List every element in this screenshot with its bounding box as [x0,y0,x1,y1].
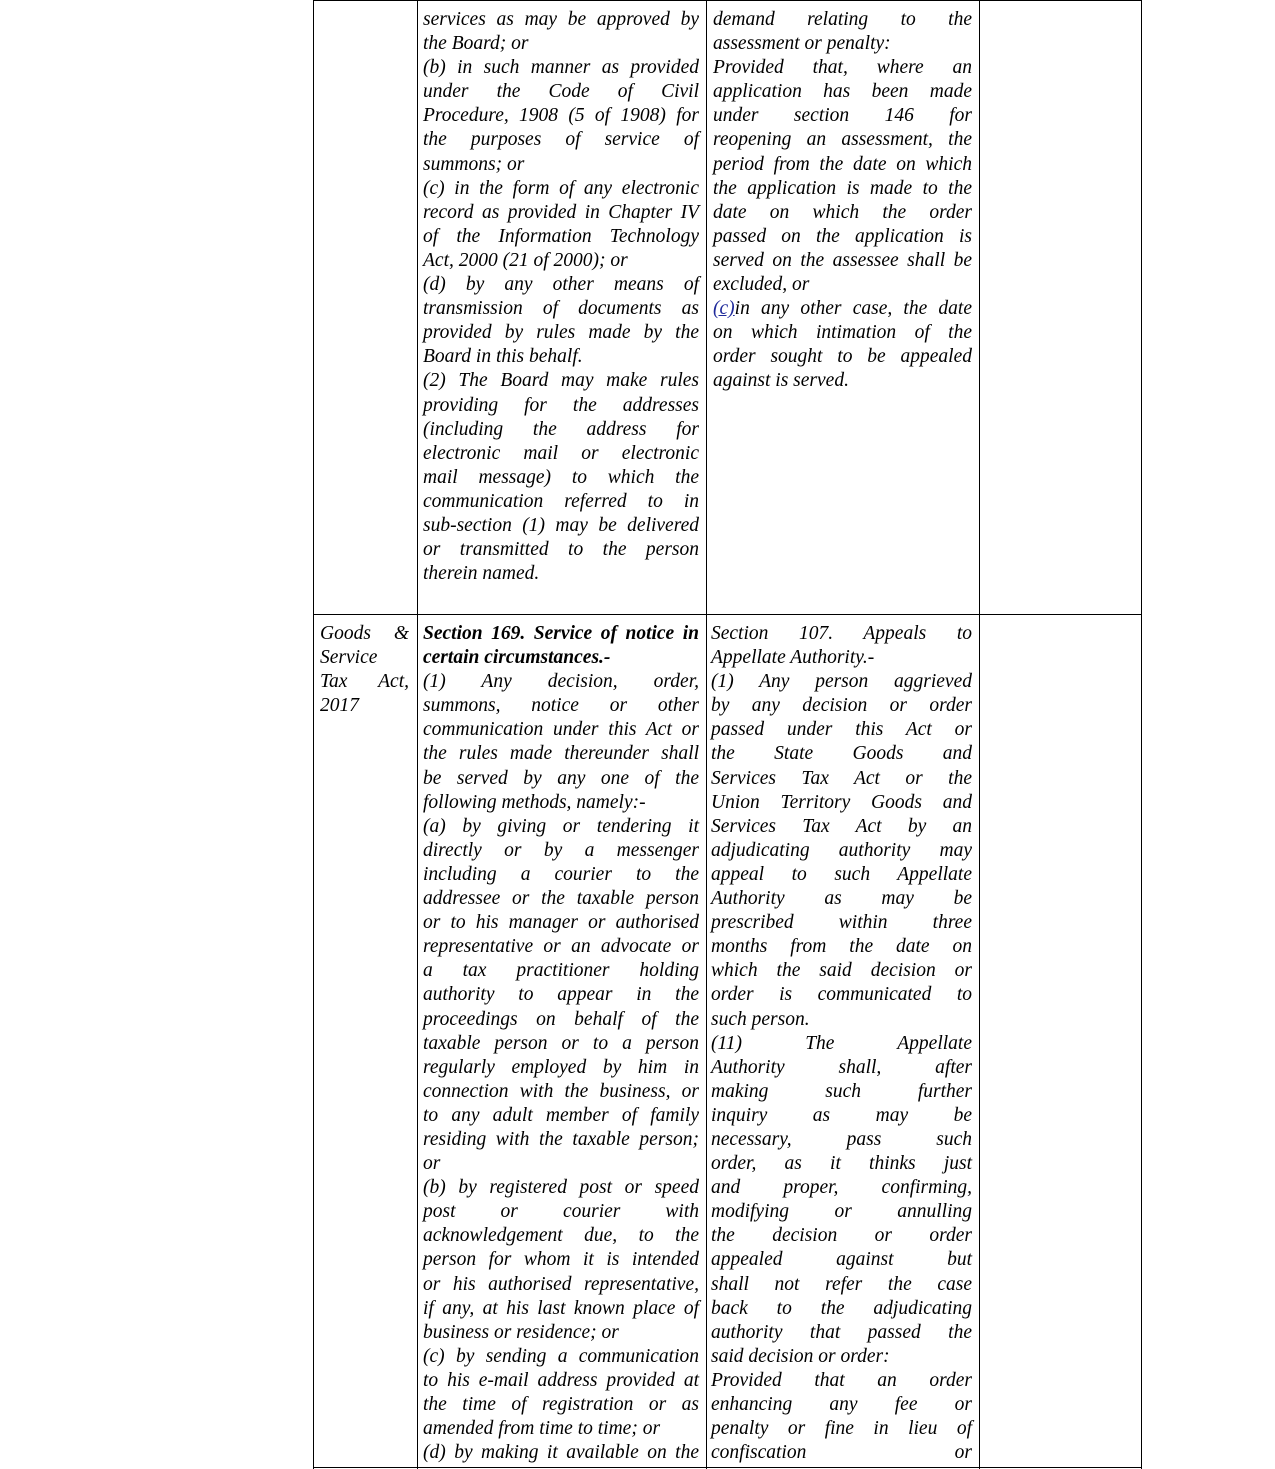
text-line: Appellate Authority.- [711,647,875,669]
text-line: months from the date on [711,936,972,958]
text-line: Act, 2000 (21 of 2000); or [423,249,628,271]
text-line: residing with the taxable person; [423,1128,699,1150]
text-line: which the said decision or [711,960,972,982]
text-line: record as provided in Chapter IV [423,201,699,223]
text-line: said decision or order: [711,1345,890,1367]
text-line: making such further [711,1080,972,1102]
row1-clause-c-line [713,297,972,321]
text-line: to any adult member of family [423,1104,699,1126]
text-line: on which intimation of the [713,322,972,344]
text-line: or transmitted to the person [423,539,699,561]
text-line: Authority as may be [711,888,972,910]
text-line: Goods & [320,623,409,644]
text-line: passed under this Act or [711,719,972,741]
text-line: Provided that, where an [713,57,972,79]
text-line: or his authorised representative, [423,1273,699,1295]
text-line: summons; or [423,153,525,175]
text-line: the rules made thereunder shall [423,743,699,765]
text-line: back to the adjudicating [711,1297,972,1319]
table-border-left [313,0,314,1469]
clause-c-link[interactable]: (c) [713,298,735,320]
text-line: period from the date on which [713,153,972,175]
text-line: of the Information Technology [423,225,699,247]
text-line: authority that passed the [711,1321,972,1343]
clause-c-line-text: in any other case, the date [734,298,972,320]
text-line: order sought to be appealed [713,346,972,368]
text-line: Services Tax Act or the [711,767,972,789]
text-line: the decision or order [711,1225,972,1247]
row1-provision-a-cell [423,8,699,586]
text-line: providing for the addresses [423,394,699,416]
text-line: certain circumstances.- [423,647,611,669]
text-line: shall not refer the case [711,1273,972,1295]
row2-provision-a-cell [423,622,699,1465]
text-line: Service [320,647,378,669]
text-line: the purposes of service of [423,129,699,151]
row1-provision-b-cell [713,8,972,394]
text-line: provided by rules made by the [423,322,699,344]
text-line: the State Goods and [711,743,972,765]
text-line: under the Code of Civil [423,81,699,103]
text-line: order, as it thinks just [711,1153,972,1175]
text-line: summons, notice or other [423,695,699,717]
text-line: (c) by sending a communication [423,1345,699,1367]
text-line: addressee or the taxable person [423,888,699,910]
column-divider-act [417,0,418,1469]
text-line: including a courier to the [423,863,699,885]
text-line: application has been made [713,81,972,103]
text-line: if any, at his last known place of [423,1297,699,1319]
text-line: regularly employed by him in [423,1056,699,1078]
table-border-top [313,0,1142,1]
text-line: inquiry as may be [711,1104,972,1126]
text-line: prescribed within three [711,912,972,934]
text-line: connection with the business, or [423,1080,699,1102]
text-line: Authority shall, after [711,1056,972,1078]
text-line: taxable person or to a person [423,1032,699,1054]
text-line: (d) by making it available on the [423,1442,699,1464]
row1-provision-b-text [713,8,972,297]
table-border-right [1141,0,1142,1469]
text-line: (2) The Board may make rules [423,370,699,392]
text-line: penalty or fine in lieu of [711,1418,972,1440]
row2-provision-b-cell [711,622,972,1465]
text-line: 2017 [320,695,359,717]
text-line: Section 169. Service of notice in [423,623,699,644]
text-line: amended from time to time; or [423,1418,661,1440]
text-line: excluded, or [713,274,810,296]
text-line: (c) in the form of any electronic [423,177,699,199]
text-line: a tax practitioner holding [423,960,699,982]
text-line: such person. [711,1008,810,1030]
text-line: Board in this behalf. [423,346,583,368]
text-line: communication under this Act or [423,719,699,741]
text-line: mail message) to which the [423,466,699,488]
text-line: assessment or penalty: [713,33,891,55]
text-line: Union Territory Goods and [711,791,972,813]
text-line: (including the address for [423,418,699,440]
text-line: Tax Act, [320,671,409,693]
text-line: appealed against but [711,1249,972,1271]
text-line: reopening an assessment, the [713,129,972,151]
text-line: or to his manager or authorised [423,912,699,934]
text-line: Procedure, 1908 (5 of 1908) for [423,105,699,127]
text-line: the Board; or [423,33,529,55]
text-line: business or residence; or [423,1321,619,1343]
text-line: authority to appear in the [423,984,699,1006]
text-line: be served by any one of the [423,767,699,789]
row1-provision-b-tail [713,321,972,393]
text-line: following methods, namely:- [423,791,646,813]
text-line: proceedings on behalf of the [423,1008,699,1030]
text-line: date on which the order [713,201,972,223]
text-line: Section 107. Appeals to [711,623,972,644]
text-line: by any decision or order [711,695,972,717]
text-line: (1) Any decision, order, [423,671,699,693]
text-line: (b) by registered post or speed [423,1177,699,1199]
text-line: adjudicating authority may [711,839,972,861]
text-line: electronic mail or electronic [423,442,699,464]
text-line: enhancing any fee or [711,1394,972,1415]
text-line: services as may be approved by [423,9,699,30]
text-line: sub-section (1) may be delivered [423,514,699,536]
text-line: passed on the application is [713,225,972,247]
text-line: Services Tax Act by an [711,815,972,837]
text-line: to his e-mail address provided at [423,1369,699,1391]
text-line: Provided that an order [711,1369,972,1391]
table-border-bottom [313,1467,1142,1468]
text-line: acknowledgement due, to the [423,1225,699,1247]
text-line: the time of registration or as [423,1394,699,1415]
text-line: representative or an advocate or [423,936,699,958]
text-line: served on the assessee shall be [713,249,972,271]
text-line: directly or by a messenger [423,839,699,861]
text-line: person for whom it is intended [423,1249,699,1271]
column-divider-provision-a [706,0,707,1469]
row-divider [313,614,1142,615]
text-line: transmission of documents as [423,298,699,320]
text-line: (d) by any other means of [423,274,699,296]
text-line: against is served. [713,370,849,392]
text-line: (b) in such manner as provided [423,57,699,79]
text-line: demand relating to the [713,9,972,30]
text-line: post or courier with [423,1201,699,1223]
text-line: appeal to such Appellate [711,863,972,885]
text-line: (1) Any person aggrieved [711,671,972,693]
text-line: under section 146 for [713,105,972,127]
row2-act-name-cell [320,622,409,718]
text-line: the application is made to the [713,177,972,199]
text-line: (a) by giving or tendering it [423,815,699,837]
text-line: and proper, confirming, [711,1177,972,1199]
text-line: order is communicated to [711,984,972,1006]
text-line: confiscation or [711,1442,972,1464]
text-line: modifying or annulling [711,1201,972,1223]
text-line: necessary, pass such [711,1128,972,1150]
text-line: or [423,1153,441,1175]
column-divider-provision-b [979,0,980,1469]
text-line: (11) The Appellate [711,1032,972,1054]
text-line: therein named. [423,563,540,585]
text-line: communication referred to in [423,490,699,512]
